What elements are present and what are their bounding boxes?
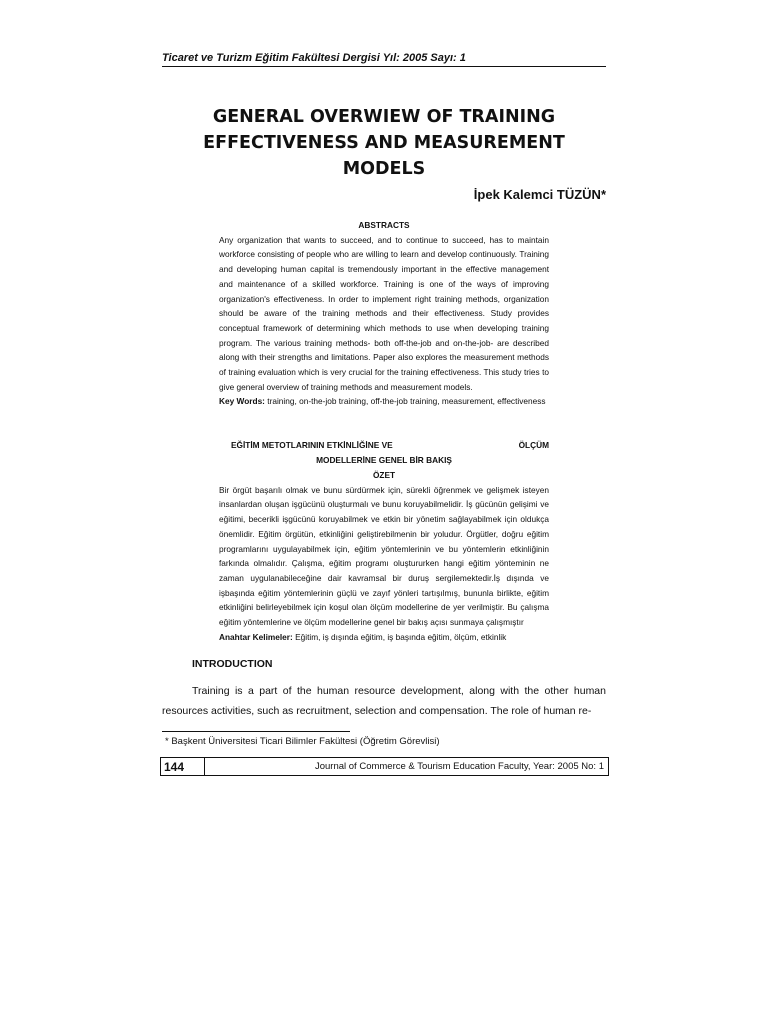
abstract-section (219, 218, 549, 409)
ozet-section (219, 468, 549, 644)
introduction-text: Training is a part of the human resource development, along with the other human resources activities, such as recruitment, selection and compensation. The role of human re- (162, 685, 606, 717)
title-line-3: MODELS (342, 159, 426, 179)
turkish-keywords-text: Eğitim, iş dışında eğitim, iş başında eğitim, ölçüm, etkinlik (295, 631, 507, 642)
abstract-body: Any organization that wants to succeed, and to continue to succeed, has to maintain workforce consisting of people who are willing to learn and develop continuously. Training and developing human capital is tremendously important in the effective management and maintenance of a skilled workforce. Training is one of the ways of improving organization's effectiveness. In order to implement right training methods, organization should be aware of the training methods and their effectiveness. Study provides conceptual framework of determining which methods to use when developing training program. The various training methods- both off-the-job and on-the-job- are described along with their strengths and limitations. Paper also explores the measurement methods of training evaluation which is very crucial for the training effectiveness. This study tries to give general overview of training methods and measurement models. (219, 234, 549, 392)
article-title (162, 104, 606, 182)
title-line-2: EFFECTIVENESS AND MEASUREMENT (203, 133, 565, 153)
turkish-keywords-label: Anahtar Kelimeler: (219, 631, 293, 642)
turkish-title-line-2: MODELLERİNE GENEL BİR BAKIŞ (316, 454, 452, 465)
running-header: Ticaret ve Turizm Eğitim Fakültesi Dergisi Yıl: 2005 Sayı: 1 (162, 52, 606, 67)
abstract-heading: ABSTRACTS (358, 220, 410, 230)
footer-journal: Journal of Commerce & Tourism Education Faculty, Year: 2005 No: 1 (314, 761, 604, 772)
page-footer (160, 757, 609, 776)
ozet-heading: ÖZET (372, 470, 396, 480)
introduction-heading: INTRODUCTION (192, 658, 273, 670)
footnote: * Başkent Üniversitesi Ticari Bilimler Fakültesi (Öğretim Görevlisi) (165, 736, 440, 747)
author-name: İpek Kalemci TÜZÜN* (473, 187, 606, 202)
title-line-1: GENERAL OVERWIEW OF TRAINING (212, 107, 556, 127)
ozet-body: Bir örgüt başarılı olmak ve bunu sürdürmek için, sürekli öğrenmek ve gelişmek isteyen insanlardan oluşan işgücünü oluşturmalı ve bunu koruyabilmelidir. İş gücünün gelişimi ve eğitimi, becerikli işgücünü koruyabilmek ve etkin bir yönetim sağlayabilmek için oldukça önemlidir. Eğitim örgütün, etkinliğini geliştirebilmenin bir yoludur. Örgütler, doğru eğitim programlarını uygulayabilmek için, eğitim yöntemlerinin ve bu yöntemlerin etkinliğinin farkında olmalıdır. Çalışma, eğitim programı oluştururken hangi eğitim yönteminin ne zaman uygulanabileceğine dair kavramsal bir duruş sergilemektedir.İş dışında ve işbaşında eğitim yöntemlerinin güçlü ve zayıf yönleri tartışılmış, bununla birlikte, eğitim etkinliğini belirleyebilmek için koşul olan ölçüm modellerine de yer verilmiştir. Bu çalışma eğitim yöntemlerine ve ölçüm modellerine genel bir bakış açısı sunmaya çalışmıştır (219, 484, 549, 628)
footnote-rule (162, 731, 350, 732)
turkish-title (231, 438, 549, 467)
page-number: 144 (161, 758, 205, 775)
turkish-title-part-1: EĞİTİM METOTLARININ ETKİNLİĞİNE VE (231, 440, 393, 450)
keywords-line (219, 394, 549, 409)
keywords-label: Key Words: (219, 396, 265, 407)
turkish-keywords-line (219, 630, 549, 645)
turkish-title-part-2: ÖLÇÜM (518, 440, 549, 450)
keywords-text: training, on-the-job training, off-the-job training, measurement, effectiveness (267, 396, 546, 407)
